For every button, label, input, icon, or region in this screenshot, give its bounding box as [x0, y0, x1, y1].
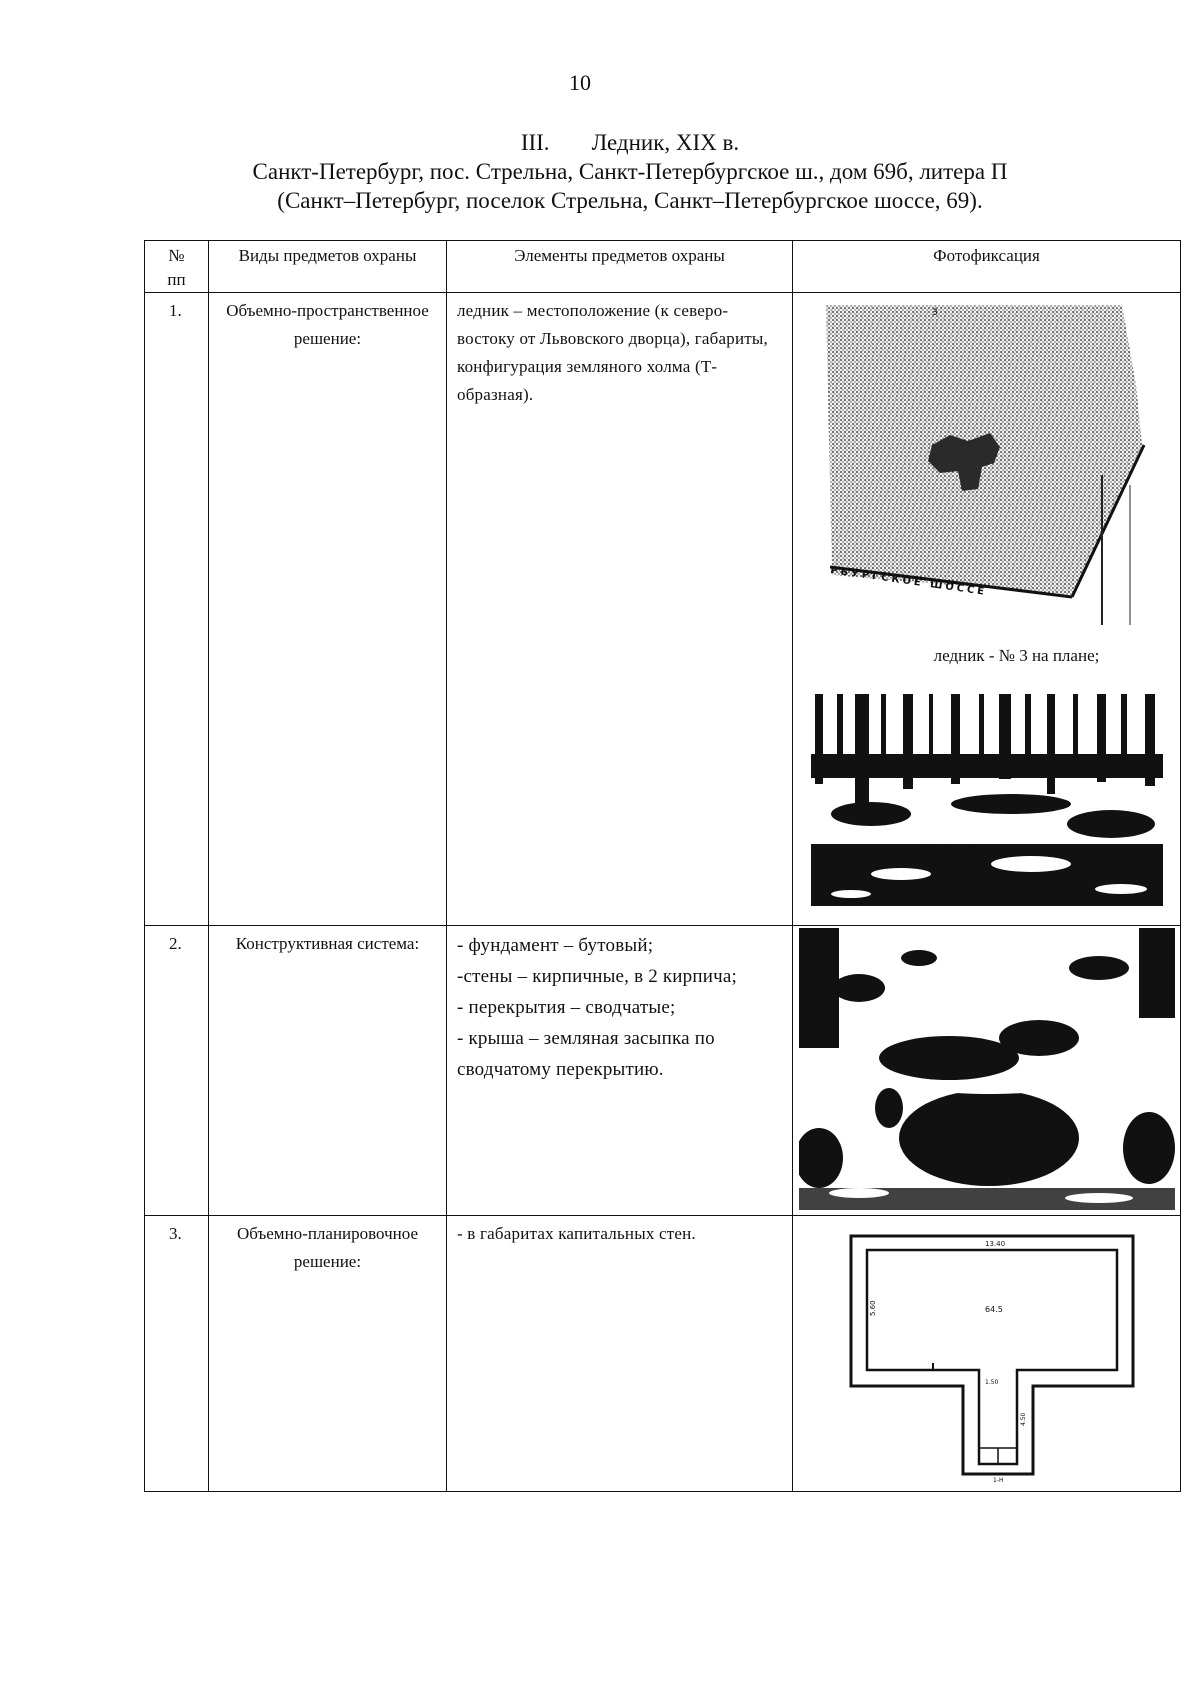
protection-table [144, 240, 1181, 1492]
photo-cell [793, 1216, 1181, 1492]
header-num: № пп [145, 241, 209, 293]
document-heading [40, 128, 1200, 215]
heading-title-line [40, 128, 1200, 157]
table-row [145, 926, 1181, 1216]
dimension-width: 13.40 [984, 1240, 1005, 1248]
header-photo: Фотофиксация [793, 241, 1181, 293]
row-elements: - в габаритах капитальных стен. [447, 1216, 793, 1492]
row-number: 3. [145, 1216, 209, 1492]
element-item: -стены – кирпичные, в 2 кирпича; [457, 966, 737, 987]
row-number: 2. [145, 926, 209, 1216]
dimension-stem-width: 1.50 [984, 1379, 998, 1386]
photo-cell [793, 926, 1181, 1216]
row-number: 1. [145, 293, 209, 926]
structure-photo [799, 928, 1175, 1210]
plan-number-label: 3 [931, 308, 938, 318]
element-item: - фундамент – бутовый; [457, 935, 654, 956]
forest-photo [811, 694, 1163, 906]
row-kind: Объемно-планировочное решение: [209, 1216, 447, 1492]
object-title: Ледник, XIX в. [591, 130, 740, 155]
header-elements: Элементы предметов охраны [447, 241, 793, 293]
site-plan-image [812, 295, 1162, 640]
object-address: Санкт-Петербург, пос. Стрельна, Санкт-Петербургское ш., дом 69б, литера П [252, 159, 1008, 184]
object-address-alt: (Санкт–Петербург, поселок Стрельна, Санкт–Петербургское шоссе, 69). [277, 188, 983, 213]
row-kind: Объемно-пространственное решение: [209, 293, 447, 926]
header-kind: Виды предметов охраны [209, 241, 447, 293]
table-row [145, 1216, 1181, 1492]
page-number: 10 [569, 70, 591, 95]
row-kind: Конструктивная система: [209, 926, 447, 1216]
floor-plan-drawing [817, 1226, 1157, 1486]
section-number: III. [520, 130, 550, 155]
photo-caption: ледник - № 3 на плане; [933, 646, 1100, 665]
room-area-label: 64.5 [984, 1305, 1003, 1314]
row-elements: ледник – местоположение (к северо-востоку от Львовского дворца), габариты, конфигурация земляного холма (Т-образная). [447, 293, 793, 926]
room-id-label: 1-Н [992, 1477, 1003, 1484]
row-elements [447, 926, 793, 1216]
element-item: - крыша – земляная засыпка по сводчатому перекрытию. [457, 1028, 715, 1080]
plan-road-label: РБУРГСКОЕ ШОССЕ [829, 565, 988, 598]
table-header-row [145, 241, 1181, 293]
element-item: - перекрытия – сводчатые; [457, 997, 676, 1018]
photo-cell [793, 293, 1181, 926]
dimension-stem-length: 4.50 [1019, 1412, 1027, 1426]
table-row [145, 293, 1181, 926]
dimension-height: 5.60 [868, 1300, 877, 1316]
